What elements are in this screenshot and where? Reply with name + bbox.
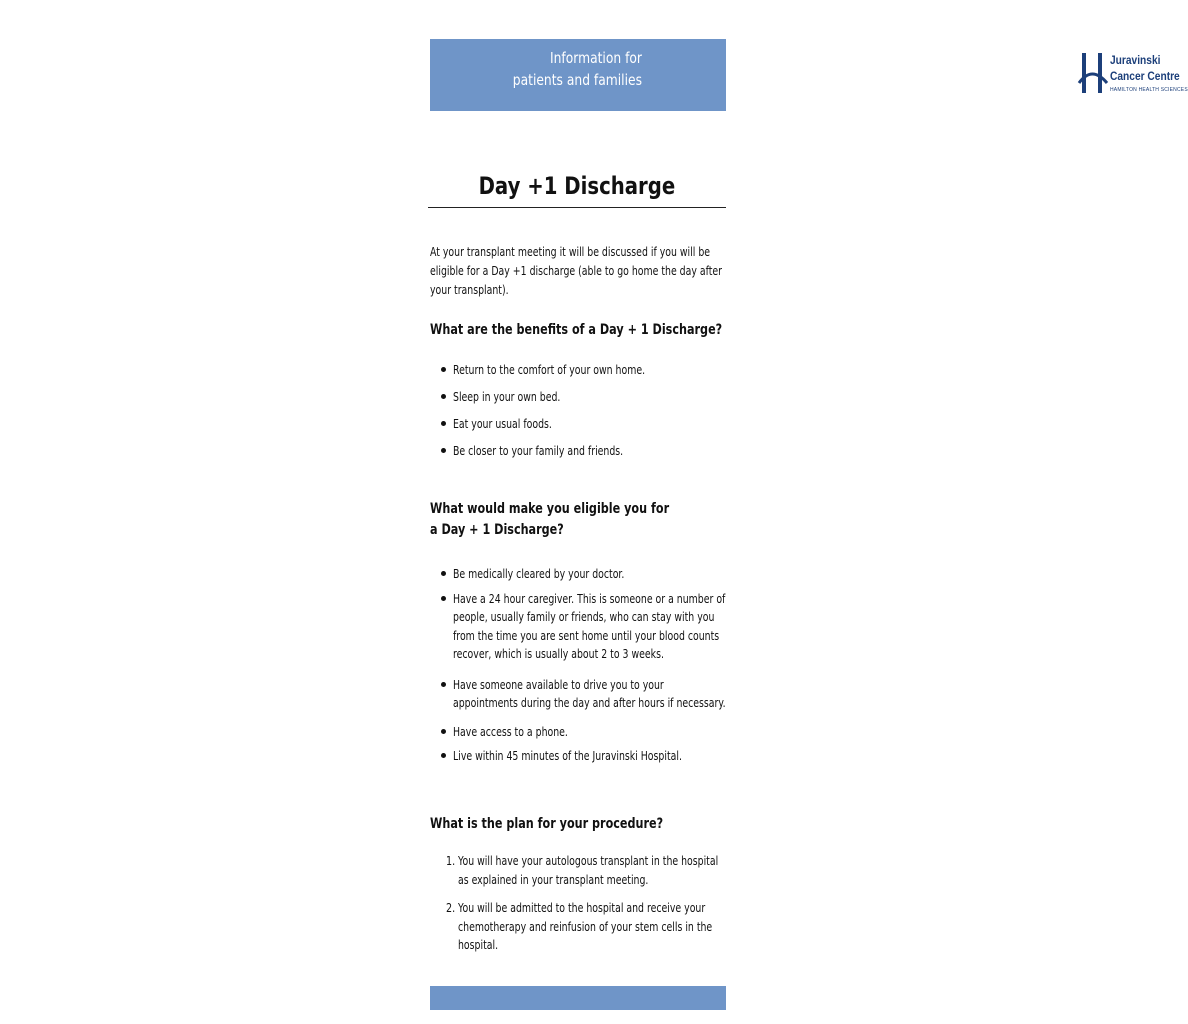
logo-org: HAMILTON HEALTH SCIENCES: [1110, 87, 1188, 93]
bullet-icon: [441, 421, 446, 426]
list-item: Return to the comfort of your own home.: [441, 361, 813, 380]
bridge-logo-icon: [1078, 49, 1108, 97]
list-item: Have access to a phone.: [441, 723, 813, 742]
header-tagline: [468, 47, 642, 91]
section-heading-plan: What is the plan for your procedure?: [430, 816, 664, 832]
list-item: Live within 45 minutes of the Juravinski Hospital.: [441, 747, 813, 766]
list-item: Be medically cleared by your doctor.: [441, 565, 813, 584]
logo-name-line-2: Cancer Centre: [1110, 69, 1180, 83]
bullet-icon: [441, 729, 446, 734]
logo-name-line-1: Juravinski: [1110, 53, 1161, 67]
list-item: Eat your usual foods.: [441, 415, 813, 434]
title-divider: [428, 207, 726, 208]
header-banner: [430, 39, 1188, 111]
plan-list: [446, 852, 813, 955]
intro-paragraph: At your transplant meeting it will be discussed if you will be eligible for a Day +1 discharge (able to go home the day after your transplant).: [430, 245, 723, 297]
list-item: 1. You will have your autologous transplant in the hospital as explained in your transplant meeting.: [446, 854, 719, 887]
section-heading-benefits: What are the benefits of a Day + 1 Discharge?: [430, 322, 723, 338]
list-item: Have someone available to drive you to your appointments during the day and after hours if necessary.: [441, 676, 813, 717]
bullet-icon: [441, 571, 446, 576]
bullet-icon: [441, 753, 446, 758]
bullet-icon: [441, 394, 446, 399]
list-item: Be closer to your family and friends.: [441, 442, 813, 461]
bullet-icon: [441, 448, 446, 453]
header-line-2: patients and families: [512, 71, 642, 89]
footer-banner: [430, 986, 726, 1010]
list-item: 2. You will be admitted to the hospital and receive your chemotherapy and reinfusion of your stem cells in the hospital.: [446, 901, 713, 952]
bullet-icon: [441, 367, 446, 372]
page-title: Day +1 Discharge: [478, 172, 676, 200]
juravinski-logo: [1074, 39, 1188, 111]
benefits-list: [441, 361, 813, 461]
list-item: Sleep in your own bed.: [441, 388, 813, 407]
bullet-icon: [441, 596, 446, 601]
header-line-1: Information for: [549, 49, 642, 67]
eligibility-list: [441, 565, 813, 766]
bullet-icon: [441, 682, 446, 687]
section-heading-eligibility: What would make you eligible you for a Day + 1 Discharge?: [430, 501, 670, 538]
list-item: Have a 24 hour caregiver. This is someone or a number of people, usually family or friends, who can stay with you from the time you are sent home until your blood counts recover, which is usually about 2 to 3 weeks.: [441, 590, 813, 670]
